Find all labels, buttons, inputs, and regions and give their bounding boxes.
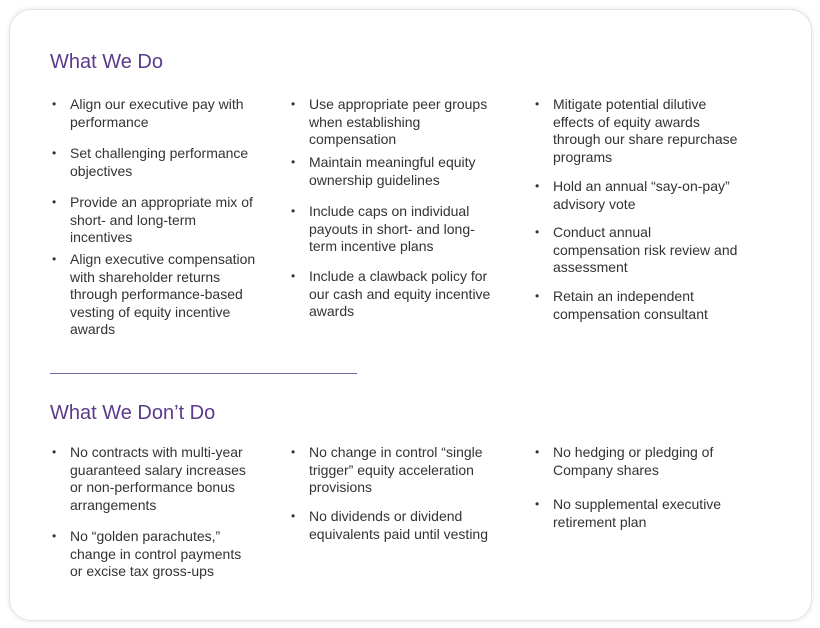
- bullet: •: [535, 289, 540, 303]
- list-item-text: Align executive compensation with shareholder returns through performance-based vesting of equity incentive awards: [70, 251, 256, 338]
- list-item-text: No change in control “single trigger” equity acceleration provisions: [309, 444, 483, 496]
- list-item-text: No “golden parachutes,” change in control payments or excise tax gross-ups: [70, 528, 242, 580]
- bullet: •: [535, 225, 540, 239]
- list-item-text: Retain an independent compensation consultant: [553, 288, 708, 322]
- bullet: •: [291, 509, 296, 523]
- bullet: •: [291, 97, 296, 111]
- what-we-dont-do-heading: What We Don’t Do: [50, 402, 216, 424]
- list-item-text: No supplemental executive retirement plan: [553, 496, 722, 530]
- list-item-text: No contracts with multi-year guaranteed salary increases or non-performance bonus arrangements: [70, 444, 246, 513]
- bullet: •: [52, 445, 57, 459]
- bullet: •: [52, 195, 57, 209]
- list-item-text: Align our executive pay with performance: [70, 96, 244, 130]
- bullet: •: [291, 204, 296, 218]
- list-item-text: Mitigate potential dilutive effects of equity awards through our share repurchase programs: [553, 96, 738, 165]
- bullet: •: [52, 252, 57, 266]
- bullet: •: [535, 445, 540, 459]
- bullet: •: [52, 97, 57, 111]
- list-item-text: Use appropriate peer groups when establishing compensation: [309, 96, 488, 148]
- bullet: •: [535, 97, 540, 111]
- list-item-text: Maintain meaningful equity ownership guidelines: [309, 154, 476, 188]
- bullet: •: [535, 179, 540, 193]
- bullet: •: [291, 155, 296, 169]
- bullet: •: [52, 529, 57, 543]
- what-we-do-heading: What We Do: [50, 51, 163, 73]
- list-item-text: Conduct annual compensation risk review and assessment: [553, 224, 738, 276]
- bullet: •: [535, 497, 540, 511]
- list-item-text: No hedging or pledging of Company shares: [553, 444, 714, 478]
- section-divider: [50, 373, 357, 374]
- list-item-text: No dividends or dividend equivalents paid until vesting: [309, 508, 489, 542]
- list-item-text: Include a clawback policy for our cash and equity incentive awards: [309, 268, 491, 320]
- bullet: •: [291, 269, 296, 283]
- list-item-text: Set challenging performance objectives: [70, 145, 249, 179]
- list-item-text: Include caps on individual payouts in short- and long-term incentive plans: [309, 203, 475, 255]
- bullet: •: [291, 445, 296, 459]
- list-item-text: Hold an annual “say-on-pay” advisory vote: [553, 178, 730, 212]
- bullet: •: [52, 146, 57, 160]
- list-item-text: Provide an appropriate mix of short- and long-term incentives: [70, 194, 253, 246]
